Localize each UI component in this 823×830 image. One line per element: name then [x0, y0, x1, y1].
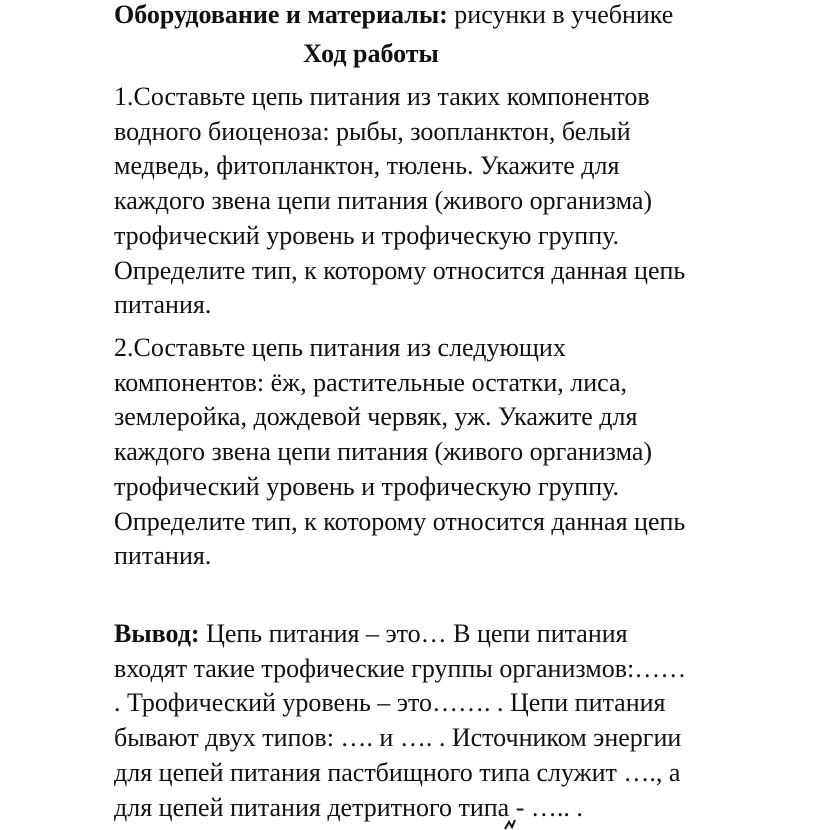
task-2-line: питания. [114, 541, 212, 571]
conclusion-line: бывают двух типов: …. и …. . Источником энергии [114, 723, 682, 753]
task-2-line: каждого звена цепи питания (живого организма) [114, 437, 653, 467]
conclusion-label: Вывод: [114, 619, 200, 648]
conclusion [114, 617, 686, 825]
cropped-text-mark [503, 818, 517, 830]
conclusion-line: для цепей питания детритного типа - ….. . [114, 792, 583, 822]
conclusion-line: для цепей питания пастбищного типа служит …., а [114, 757, 681, 787]
task-2-line: трофический уровень и трофическую группу. [114, 471, 620, 501]
task-2-line: компонентов: ёж, растительные остатки, лиса, [114, 367, 628, 397]
task-1-line: Определите тип, к которому относится данная цепь [114, 255, 686, 285]
task-1-line: трофический уровень и трофическую группу. [114, 220, 620, 250]
task-1-line: каждого звена цепи питания (живого организма) [114, 186, 653, 216]
task-2-line: землеройка, дождевой червяк, уж. Укажите для [114, 402, 638, 432]
conclusion-line: . Трофический уровень – это……. . Цепи питания [114, 688, 666, 718]
task-1 [114, 80, 685, 323]
task-1-line: медведь, фитопланктон, тюлень. Укажите для [114, 151, 620, 181]
task-1-line: водного биоценоза: рыбы, зоопланктон, белый [114, 116, 631, 146]
conclusion-first-text: Цепь питания – это… В цепи питания [199, 619, 628, 648]
task-2-line: 2.Составьте цепь питания из следующих [114, 333, 566, 362]
conclusion-first-line [114, 617, 686, 652]
section-heading: Ход работы [303, 39, 439, 68]
conclusion-line: входят такие трофические группы организмов:…… [114, 653, 687, 683]
task-1-line: 1.Составьте цепь питания из таких компонентов [114, 82, 650, 111]
materials-label: Оборудование и материалы: [114, 0, 448, 29]
materials-value: рисунки в учебнике [447, 0, 674, 29]
materials-line [114, 0, 673, 33]
task-1-line: питания. [114, 290, 212, 320]
task-2 [114, 331, 685, 574]
task-2-line: Определите тип, к которому относится данная цепь [114, 506, 686, 536]
